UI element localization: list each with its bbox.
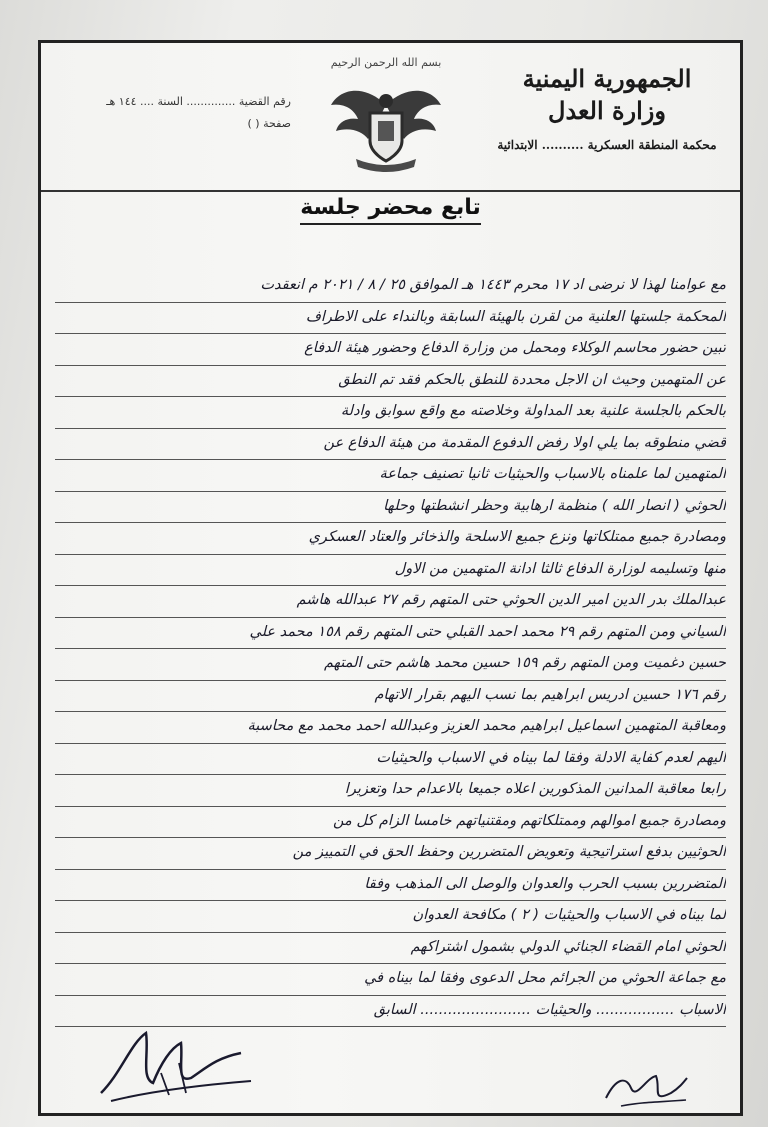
text-line: الحوثي ( انصار الله ) منظمة ارهابية وحظر انشطتها وحلها [55, 492, 726, 524]
text-line: تبين حضور محاسم الوكلاء ومحمل من وزارة الدفاع وحضور هيئة الدفاع [55, 334, 726, 366]
text-line: قضي منطوقه بما يلي اولا رفض الدفوع المقدمة من هيئة الدفاع عن [55, 429, 726, 461]
clerk-signature-right [601, 1058, 691, 1113]
text-line: لما بيناه في الاسباب والحيثيات ( ٢ ) مكافحة العدوان [55, 901, 726, 933]
letterhead [41, 43, 740, 191]
reference-block [61, 91, 291, 135]
case-number: رقم القضية .............. السنة .... ١٤٤ هـ [106, 95, 291, 108]
text-line: الحوثي امام القضاء الجنائي الدولي بشمول اشتراكهم [55, 933, 726, 965]
court-name: محكمة المنطقة العسكرية .......... الابتدائية [497, 138, 717, 152]
text-line: مع عوامنا لهذا لا نرضى اد ١٧ محرم ١٤٤٣ هـ الموافق ٢٥ / ٨ / ٢٠٢١ م انعقدت [55, 271, 726, 303]
text-line: عبدالملك بدر الدين امير الدين الحوثي حتى المتهم رقم ٢٧ عبدالله هاشم [55, 586, 726, 618]
court-record-page [38, 40, 743, 1116]
handwritten-body [55, 271, 726, 1027]
basmala: بسم الله الرحمن الرحيم [330, 56, 442, 69]
page-number: صفحة ( ) [247, 117, 291, 130]
header-divider [41, 190, 740, 192]
text-line: ومصادرة جميع اموالهم وممتلكاتهم ومقتنياتهم خامسا الزام كل من [55, 807, 726, 839]
text-line: ومصادرة جميع ممتلكاتها ونزع جميع الاسلحة والذخائر والعتاد العسكري [55, 523, 726, 555]
judge-signature-left [91, 1023, 261, 1108]
text-line: المتهمين لما علمناه بالاسباب والحيثيات ثانيا تصنيف جماعة [55, 460, 726, 492]
text-line: الحوثيين بدفع استراتيجية وتعويض المتضررين وحفظ الحق في التمييز من [55, 838, 726, 870]
text-line: السياني ومن المتهم رقم ٢٩ محمد احمد القبلي حتى المتهم رقم ١٥٨ محمد علي [55, 618, 726, 650]
text-line: رابعا معاقبة المدانين المذكورين اعلاه جميعا بالاعدام حدا وتعزيرا [55, 775, 726, 807]
document-title [41, 195, 740, 220]
title-text: تابع محضر جلسة [300, 195, 481, 225]
text-line: رقم ١٧٦ حسين ادريس ابراهيم بما نسب اليهم بقرار الاتهام [55, 681, 726, 713]
text-line: عن المتهمين وحيث ان الاجل محددة للنطق بالحكم فقد تم النطق [55, 366, 726, 398]
republic-name: الجمهورية اليمنية [522, 64, 692, 93]
text-line: اليهم لعدم كفاية الادلة وفقا لما بيناه في الاسباب والحيثيات [55, 744, 726, 776]
text-line: مع جماعة الحوثي من الجرائم محل الدعوى وفقا لما بيناه في [55, 964, 726, 996]
text-line: بالحكم بالجلسة علنية بعد المداولة وخلاصته مع واقع سوابق وادلة [55, 397, 726, 429]
text-line: ومعاقبة المتهمين اسماعيل ابراهيم محمد العزيز وعبدالله احمد محمد مع محاسبة [55, 712, 726, 744]
ministry-name: وزارة العدل [548, 96, 666, 125]
eagle-emblem-icon [326, 75, 446, 175]
text-line: حسين دغميت ومن المتهم رقم ١٥٩ حسين محمد هاشم حتى المتهم [55, 649, 726, 681]
text-line: المحكمة جلستها العلنية من لقرن بالهيئة السابقة وبالنداء على الاطراف [55, 303, 726, 335]
text-line: المتضررين بسبب الحرب والعدوان والوصل الى المذهب وفقا [55, 870, 726, 902]
ministry-block [492, 63, 722, 153]
text-line: منها وتسليمه لوزارة الدفاع ثالثا ادانة المتهمين من الاول [55, 555, 726, 587]
emblem-block [311, 53, 461, 183]
text-line: الاسباب ................. والحيثيات ........................ السابق [55, 996, 726, 1028]
